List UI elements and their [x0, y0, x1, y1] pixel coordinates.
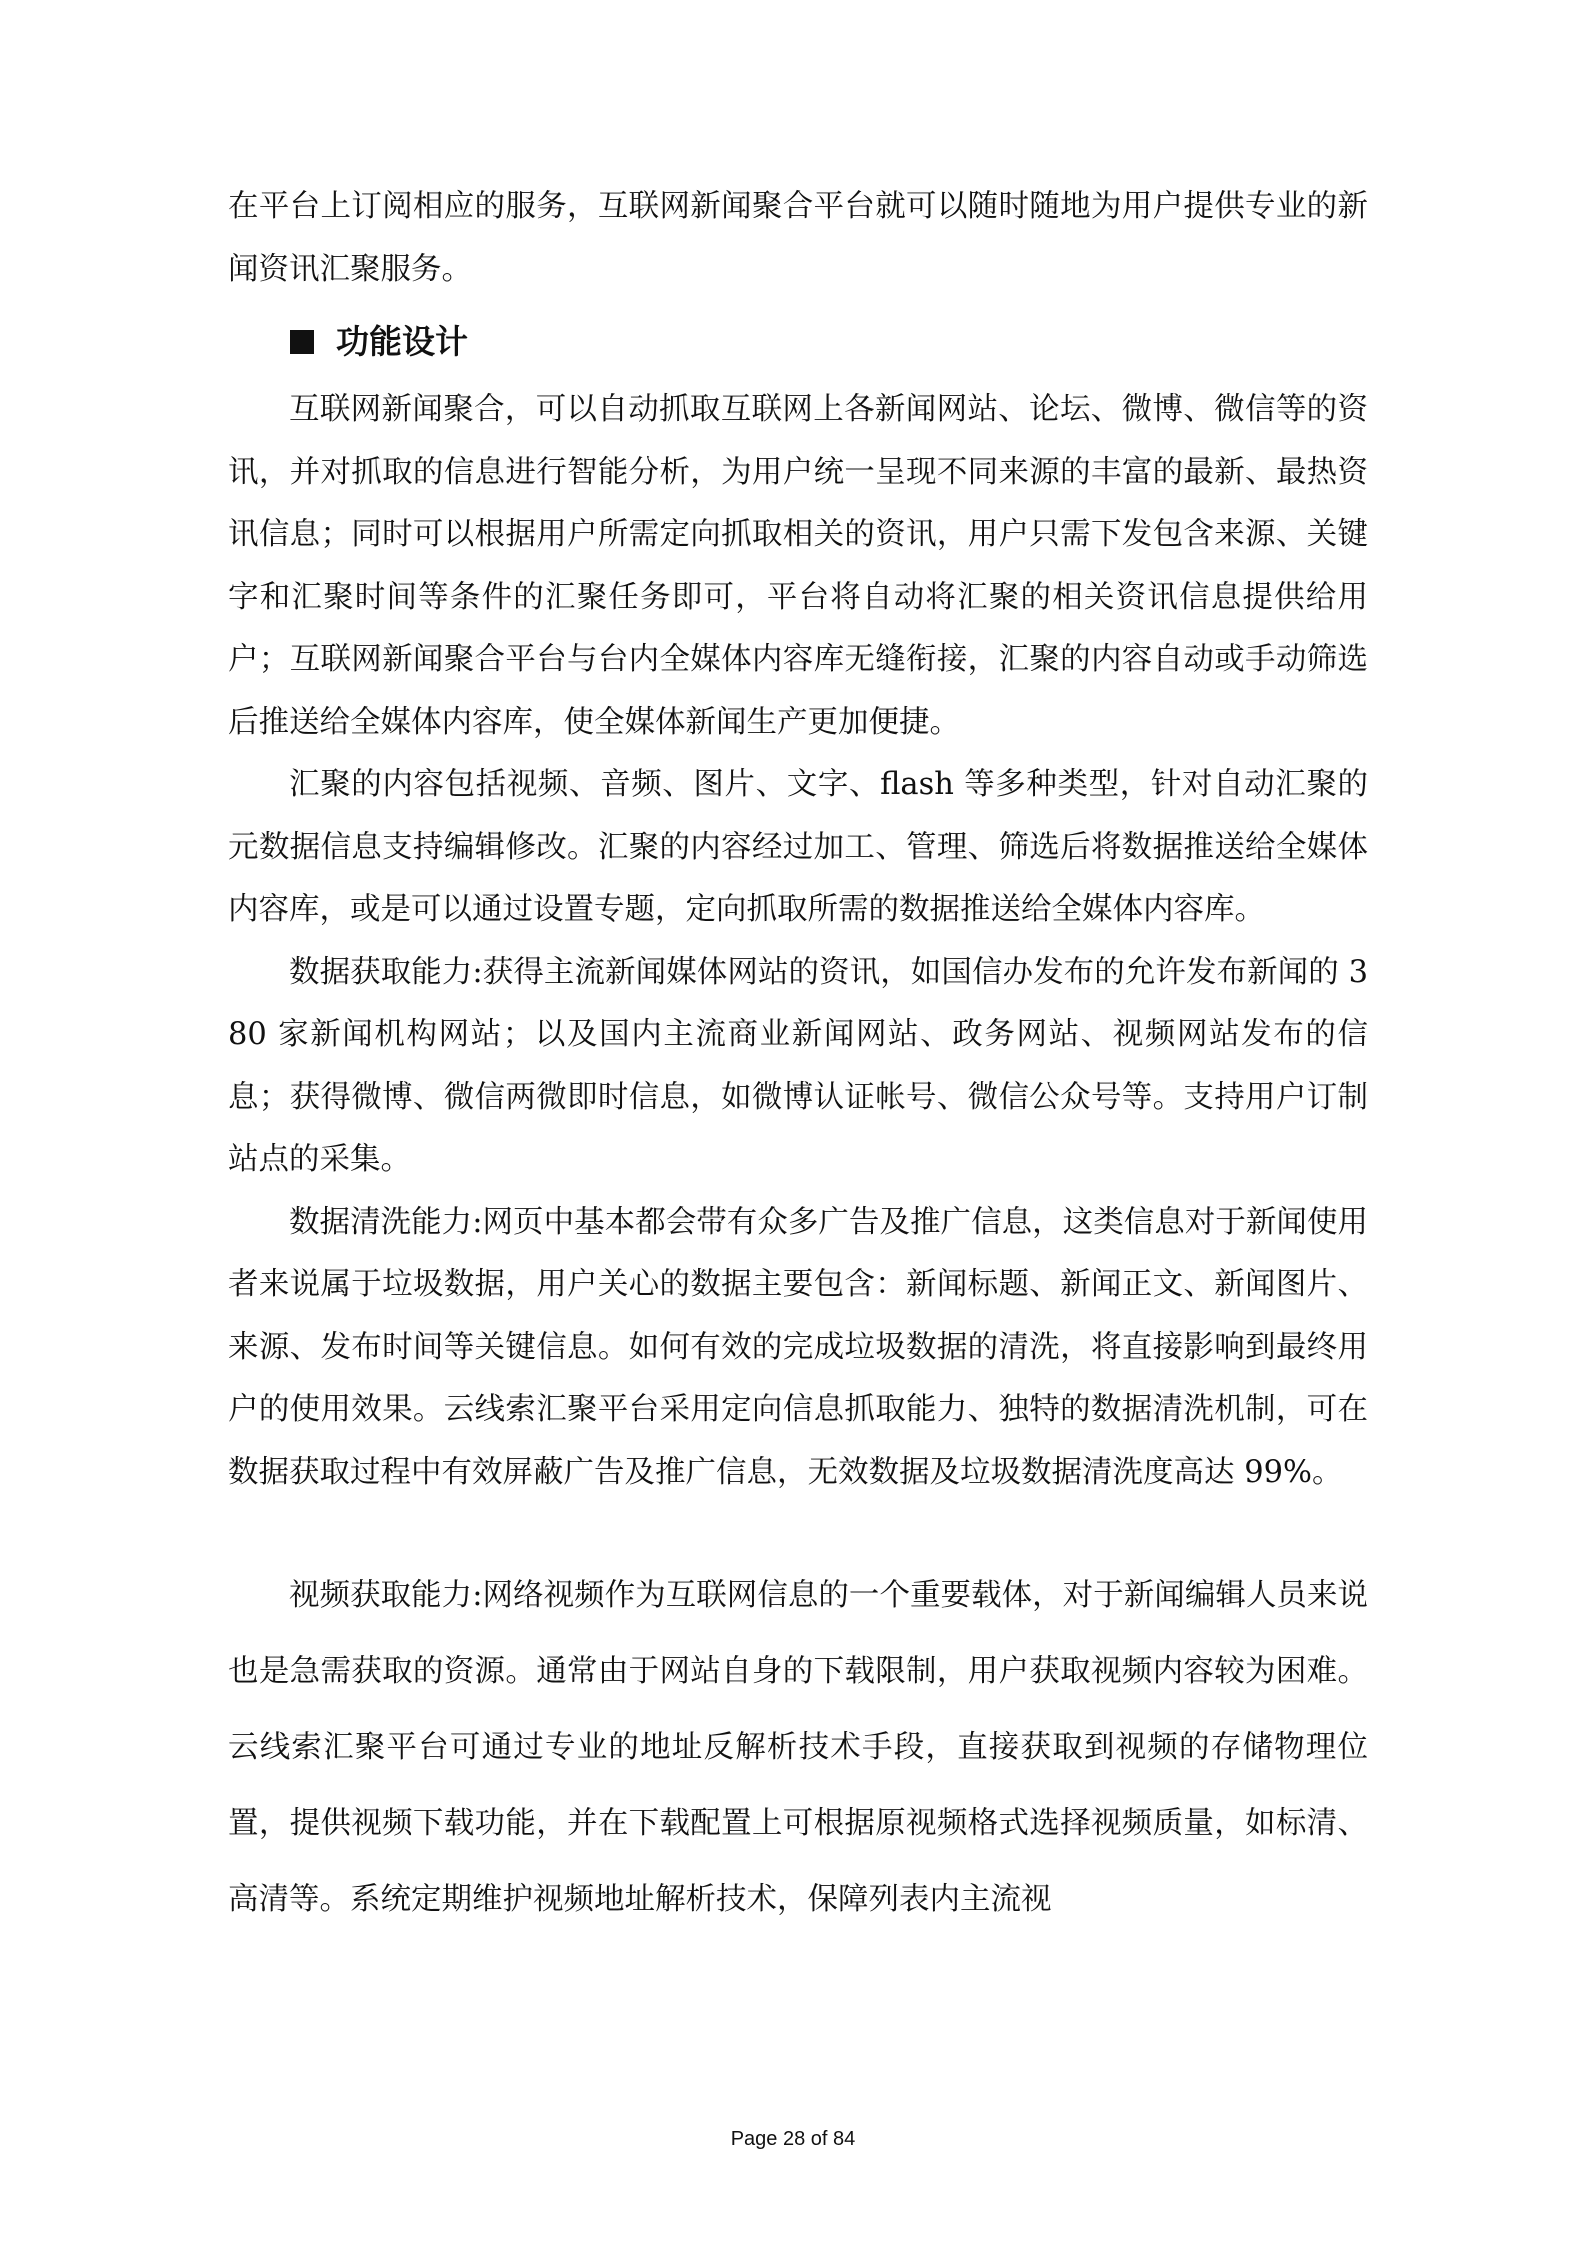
square-bullet-icon — [290, 330, 314, 354]
paragraph-spacer — [228, 1504, 1368, 1558]
paragraph-data-cleaning: 数据清洗能力:网页中基本都会带有众多广告及推广信息，这类信息对于新闻使用者来说属于垃圾数据，用户关心的数据主要包含：新闻标题、新闻正文、新闻图片、来源、发布时间等关键信息。如何有效的完成垃圾数据的清洗，将直接影响到最终用户的使用效果。云线索汇聚平台采用定向信息抓取能力、独特的数据清洗机制，可在数据获取过程中有效屏蔽广告及推广信息，无效数据及垃圾数据清洗度高达 99%。 — [228, 1204, 1368, 1490]
section-heading — [290, 311, 1368, 373]
paragraph-video-acquisition: 视频获取能力:网络视频作为互联网信息的一个重要载体，对于新闻编辑人员来说也是急需获取的资源。通常由于网站自身的下载限制，用户获取视频内容较为困难。云线索汇聚平台可通过专业的地址反解析技术手段，直接获取到视频的存储物理位置，提供视频下载功能，并在下载配置上可根据原视频格式选择视频质量，如标清、高清等。系统定期维护视频地址解析技术，保障列表内主流视 — [228, 1578, 1368, 1917]
paragraph-content-types: 汇聚的内容包括视频、音频、图片、文字、flash 等多种类型，针对自动汇聚的元数据信息支持编辑修改。汇聚的内容经过加工、管理、筛选后将数据推送给全媒体内容库，或是可以通过设置专题，定向抓取所需的数据推送给全媒体内容库。 — [228, 767, 1368, 927]
paragraph-intro-continued: 在平台上订阅相应的服务，互联网新闻聚合平台就可以随时随地为用户提供专业的新闻资讯汇聚服务。 — [228, 189, 1368, 287]
section-heading-text: 功能设计 — [336, 322, 468, 361]
paragraph-news-aggregation: 互联网新闻聚合，可以自动抓取互联网上各新闻网站、论坛、微博、微信等的资讯，并对抓取的信息进行智能分析，为用户统一呈现不同来源的丰富的最新、最热资讯信息；同时可以根据用户所需定向抓取相关的资讯，用户只需下发包含来源、关键字和汇聚时间等条件的汇聚任务即可，平台将自动将汇聚的相关资讯信息提供给用户；互联网新闻聚合平台与台内全媒体内容库无缝衔接，汇聚的内容自动或手动筛选后推送给全媒体内容库，使全媒体新闻生产更加便捷。 — [228, 392, 1368, 740]
paragraph-data-acquisition: 数据获取能力:获得主流新闻媒体网站的资讯，如国信办发布的允许发布新闻的 380 家新闻机构网站；以及国内主流商业新闻网站、政务网站、视频网站发布的信息；获得微博、微信两微即时信息，如微博认证帐号、微信公众号等。支持用户订制站点的采集。 — [228, 954, 1368, 1177]
page-body — [228, 176, 1368, 1938]
page-number-footer: Page 28 of 84 — [730, 2128, 856, 2150]
